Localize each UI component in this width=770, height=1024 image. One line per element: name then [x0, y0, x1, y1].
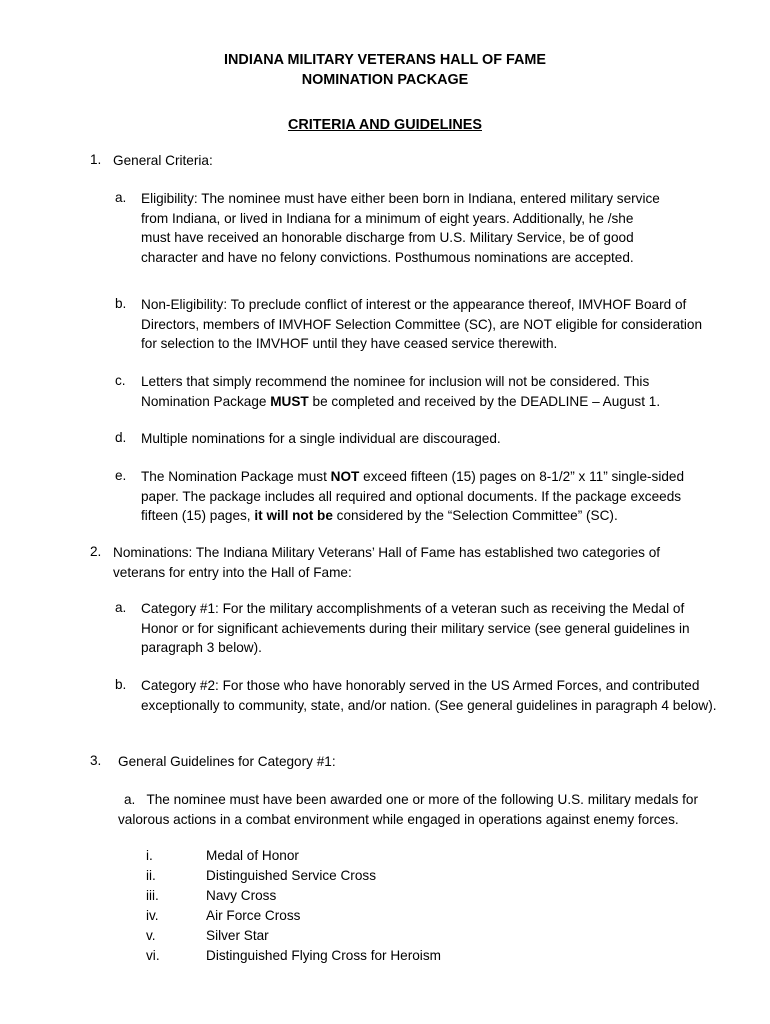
item-3a-text: a. The nominee must have been awarded one or more of the following U.S. military medals for valorous actions in a combat environment while engaged in operations against enemy forces.	[118, 792, 699, 827]
section-1-heading: General Criteria:	[113, 153, 213, 168]
item-2b-text: Category #2: For those who have honorably served in the US Armed Forces, and contributed exceptionally to community, state, and/or nation. (See general guidelines in paragraph 4 below).	[141, 678, 717, 713]
item-1c-label: c.	[115, 373, 126, 388]
item-2b-label: b.	[115, 677, 127, 692]
item-3a-label: a.	[124, 792, 136, 807]
section-1-number: 1.	[90, 152, 102, 167]
item-1a-label: a.	[115, 190, 127, 205]
item-1e-bold-1: NOT	[330, 469, 360, 484]
item-1c-text: Letters that simply recommend the nominee for inclusion will not be considered. This Nomination Package MUST be completed and received by the DEADLINE – August 1.	[141, 374, 661, 409]
section-2-text: Nominations: The Indiana Military Veterans’ Hall of Fame has established two categories of veterans for entry into the Hall of Fame:	[113, 545, 661, 580]
section-2-number: 2.	[90, 544, 102, 559]
document-title: INDIANA MILITARY VETERANS HALL OF FAME	[224, 52, 546, 68]
item-1e-bold-2: it will not be	[254, 508, 333, 523]
item-1e-label: e.	[115, 468, 127, 483]
item-1d-label: d.	[115, 430, 127, 445]
section-3-number: 3.	[90, 753, 102, 768]
item-1d-text: Multiple nominations for a single individual are discouraged.	[141, 431, 501, 446]
item-1b-text: Non-Eligibility: To preclude conflict of interest or the appearance thereof, IMVHOF Board of Directors, members of IMVHOF Selection Committee (SC), are NOT eligible for consideration for selection to the IMVHOF until they have ceased service therewith.	[141, 297, 703, 351]
item-1a-text: Eligibility: The nominee must have either been born in Indiana, entered military service from Indiana, or lived in Indiana for a minimum of eight years. Additionally, he /she must have received an honorable discharge from U.S. Military Service, be of good character and have no felony convictions. Posthumous nominations are accepted.	[141, 191, 660, 265]
document-page: INDIANA MILITARY VETERANS HALL OF FAME NOMINATION PACKAGE CRITERIA AND GUIDELINES 1. General Criteria: a. Eligibility: The nominee must have either been born in Indiana, entered military service from Indiana, or lived in Indiana for a minimum of eight years. Additionally, he /she must have received an honorable discharge from U.S. Military Service, be of good character and have no felony convictions. Posthumous nominations are accepted. b. Non-Eligibility: To preclude conflict of interest or the appearance thereof, IMVHOF Board of Directors, members of IMVHOF Selection Committee (SC), are NOT eligible for consideration for selection to the IMVHOF until they have ceased service therewith. c. Letters that simply recommend the nominee for inclusion will not be considered. This Nomination Package MUST be completed and received by the DEADLINE – August 1. d. Multiple nominations for a single individual are discouraged. e. The Nomination Package must NOT exceed fifteen (15) pages on 8-1/2” x 11” single-sided paper. The package includes all required and optional documents. If the package exceeds fifteen (15) pages, it will not be considered by the “Selection Committee” (SC). 2. Nominations: The Indiana Military Veterans’ Hall of Fame has established two categories of veterans for entry into the Hall of Fame: a. Category #1: For the military accomplishments of a veteran such as receiving the Medal of Honor or for significant achievements during their military service (see general guidelines in paragraph 3 below). b. Category #2: For those who have honorably served in the US Armed Forces, and contributed exceptionally to community, state, and/or nation. (See general guidelines in paragraph 4 below). 3. General Guidelines for Category #1: a. The nominee must have been awarded one or more of the following U.S. military medals for valorous actions in a combat environment while engaged in operations against enemy forces. i. Medal of Honor ii. Distinguished Service Cross iii. Navy Cross iv. Air Force Cross v. Silver Star vi. Distinguished Flying Cross for Heroism	[0, 0, 770, 1024]
item-2a-label: a.	[115, 600, 127, 615]
section-title: CRITERIA AND GUIDELINES	[287, 117, 482, 133]
section-3-heading: General Guidelines for Category #1:	[118, 754, 336, 769]
document-subtitle: NOMINATION PACKAGE	[301, 72, 469, 88]
item-1e-text: The Nomination Package must NOT exceed fifteen (15) pages on 8-1/2” x 11” single-sided paper. The package includes all required and optional documents. If the package exceeds fifteen (15) pages, it will not be considered by the “Selection Committee” (SC).	[141, 469, 685, 523]
item-1c-bold: MUST	[270, 393, 309, 409]
item-2a-text: Category #1: For the military accomplishments of a veteran such as receiving the Medal of Honor or for significant achievements during their military service (see general guidelines in paragraph 3 below).	[141, 601, 690, 655]
item-1b-label: b.	[115, 296, 127, 311]
